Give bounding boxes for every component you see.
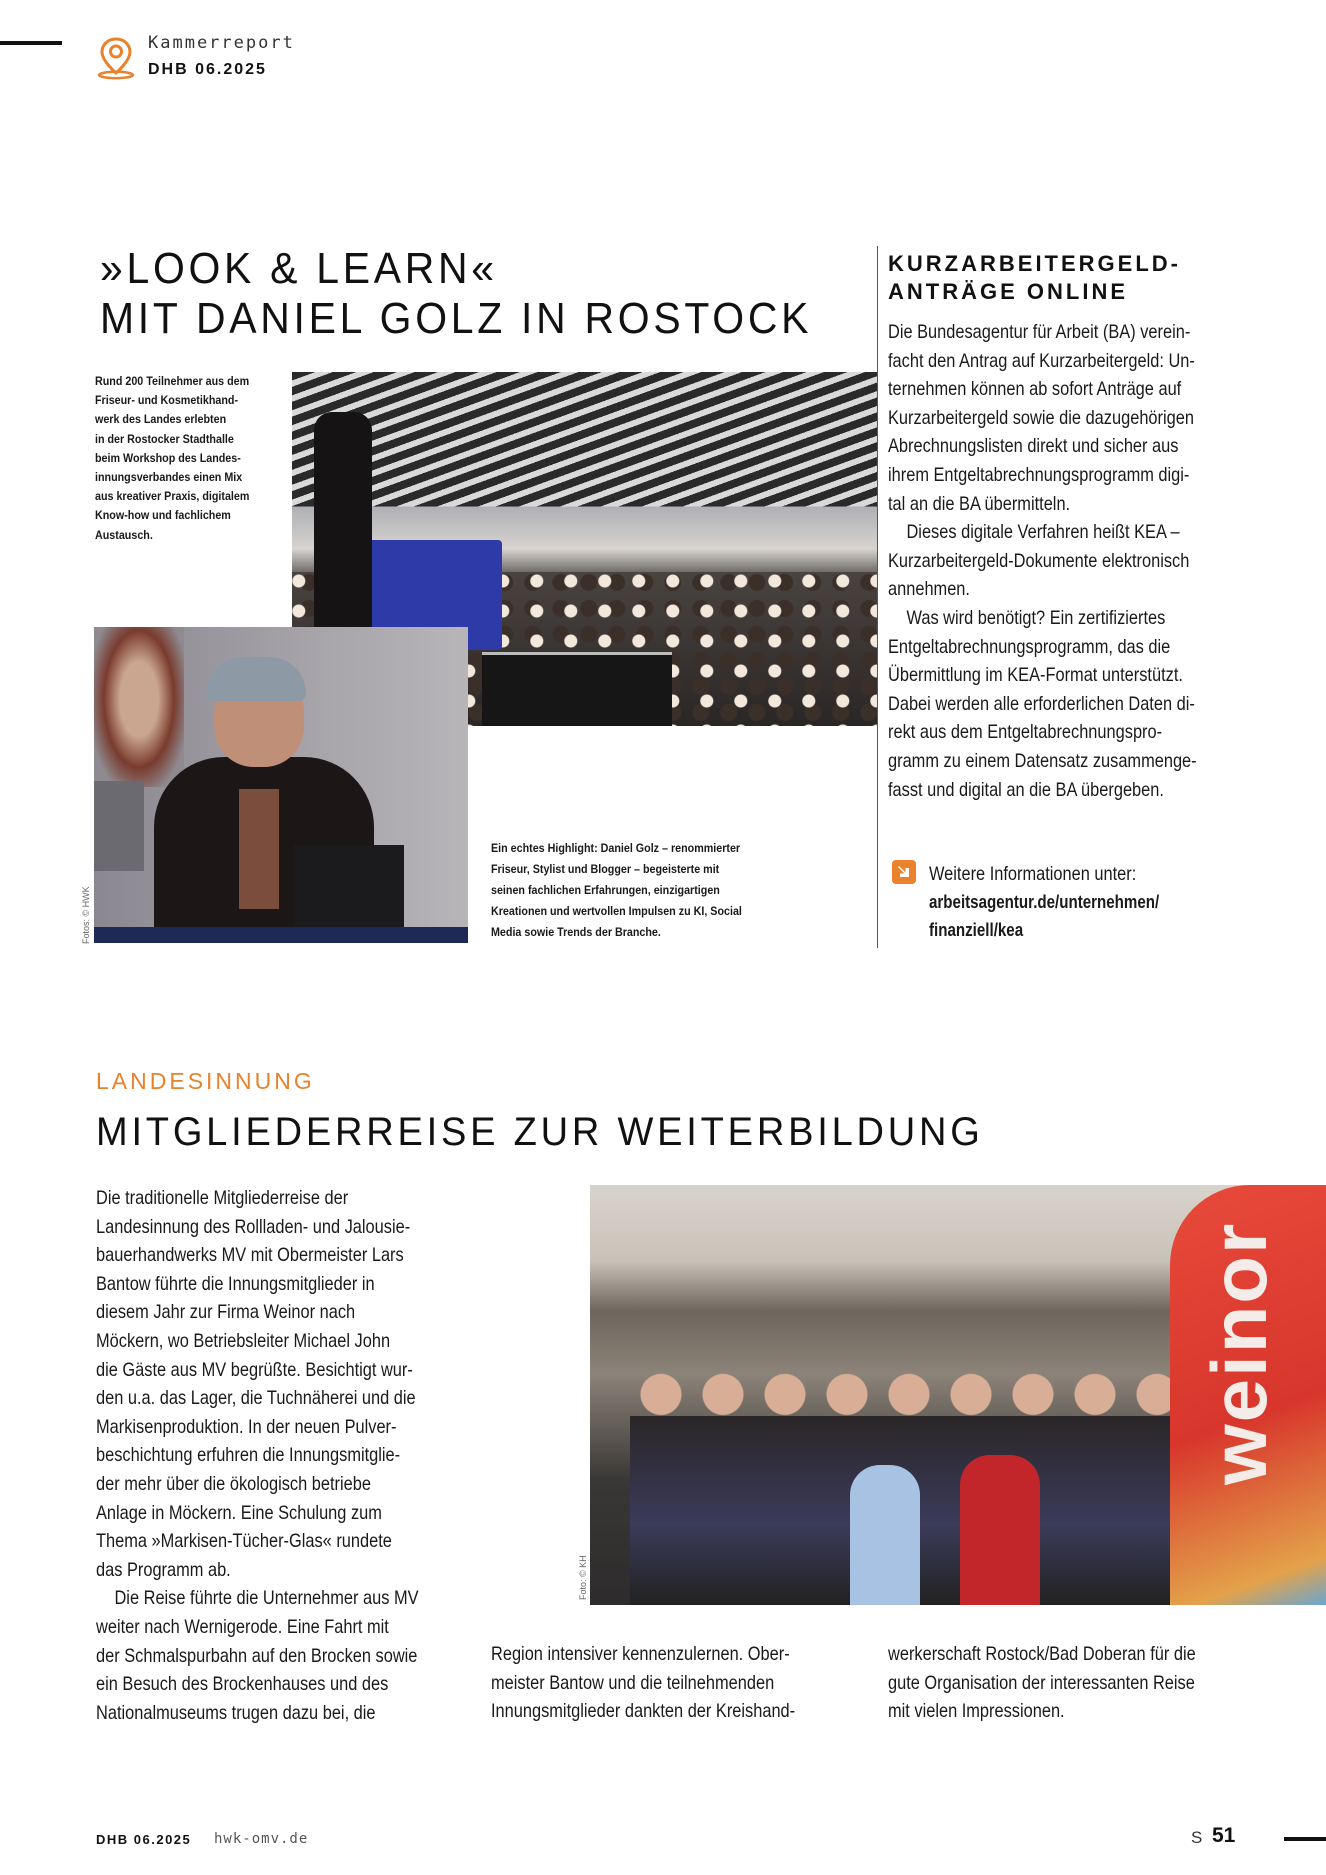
bottom-rule — [1284, 1837, 1326, 1841]
text-line: fasst und digital an die BA übergeben. — [888, 778, 1164, 801]
sidebar-paragraph-1 — [888, 318, 1207, 518]
text-line: Anlage in Möckern. Eine Schulung zum — [96, 1501, 382, 1524]
text-line: Markisenproduktion. In der neuen Pulver- — [96, 1415, 397, 1438]
footer-page-number: 51 — [1212, 1824, 1236, 1847]
sidebar-title — [888, 250, 1181, 306]
text-line: der mehr über die ökologisch betriebe — [96, 1472, 371, 1495]
photo-weinor-flag-text: weinor — [1195, 1221, 1283, 1485]
footer-issue: DHB 06.2025 — [96, 1832, 192, 1847]
sidebar-paragraph-2 — [888, 518, 1207, 604]
photo-credit-kh: Foto: © KH — [578, 1555, 588, 1600]
article1-title-line1: »LOOK & LEARN« — [100, 244, 498, 293]
text-line: diesem Jahr zur Firma Weinor nach — [96, 1301, 356, 1324]
more-info-link-cont[interactable]: finanziell/kea — [929, 920, 1024, 940]
article2-column-3 — [888, 1640, 1196, 1726]
more-info — [929, 860, 1159, 944]
article2-column-1 — [96, 1184, 419, 1727]
article2-column-2 — [491, 1640, 795, 1726]
text-line: Die Bundesagentur für Arbeit (BA) verein- — [888, 321, 1191, 343]
photo-person-red — [960, 1455, 1040, 1605]
text-line: mit vielen Impressionen. — [888, 1700, 1065, 1723]
article2-kicker: LANDESINNUNG — [96, 1068, 315, 1094]
text-line: werkerschaft Rostock/Bad Doberan für die — [888, 1643, 1196, 1665]
caption-line: Know-how und fachlichem — [95, 508, 231, 523]
article1-caption-left — [95, 372, 253, 545]
article1-title-line2: MIT DANIEL GOLZ IN ROSTOCK — [100, 294, 813, 343]
top-rule — [0, 41, 62, 45]
location-pin-icon — [96, 36, 136, 80]
text-line: Was wird benötigt? Ein zertifiziertes — [906, 606, 1166, 629]
caption-line: Ein echtes Highlight: Daniel Golz – renommierter — [491, 841, 741, 855]
text-line: der Schmalspurbahn auf den Brocken sowie — [96, 1644, 418, 1667]
article2-title: MITGLIEDERREISE ZUR WEITERBILDUNG — [96, 1110, 984, 1154]
photo-table — [94, 927, 468, 943]
article2-paragraph-2 — [96, 1584, 419, 1727]
text-line: facht den Antrag auf Kurzarbeitergeld: Un- — [888, 349, 1195, 372]
text-line: meister Bantow und die teilnehmenden — [491, 1671, 775, 1694]
caption-line: Friseur- und Kosmetikhand- — [95, 393, 239, 408]
text-line: rekt aus dem Entgeltabrechnungspro- — [888, 721, 1163, 744]
text-line: Bantow führte die Innungsmitglieder in — [96, 1272, 375, 1295]
text-line: Landesinnung des Rollladen- und Jalousie- — [96, 1215, 411, 1238]
caption-line: Kreationen und wertvollen Impulsen zu KI, Social — [491, 904, 742, 918]
article2-paragraph-1 — [96, 1184, 419, 1584]
text-line: die Gäste aus MV begrüßte. Besichtigt wur- — [96, 1358, 413, 1381]
caption-line: beim Workshop des Landes- — [95, 450, 241, 465]
article1-title — [100, 244, 812, 344]
photo-daniel-golz — [94, 627, 468, 943]
text-line: beschichtung erfuhren die Innungsmitglie- — [96, 1444, 401, 1467]
photo-tablet — [94, 781, 144, 871]
sidebar-paragraph-3 — [888, 604, 1207, 804]
caption-line: Austausch. — [95, 527, 153, 542]
text-line: Die Reise führte die Unternehmer aus MV — [114, 1587, 419, 1610]
header-section: Kammerreport — [148, 33, 295, 53]
caption-line: werk des Landes erlebten — [95, 412, 227, 427]
sidebar-body — [888, 318, 1207, 804]
text-line: ein Besuch des Brockenhauses und des — [96, 1673, 389, 1696]
article1-caption-mid — [491, 838, 773, 943]
text-line: Dabei werden alle erforderlichen Daten di- — [888, 692, 1195, 715]
photo-stage — [482, 652, 672, 726]
text-line: Region intensiver kennenzulernen. Ober- — [491, 1643, 790, 1665]
text-line: den u.a. das Lager, die Tuchnäherei und die — [96, 1387, 416, 1410]
text-line: Kurzarbeitergeld sowie die dazugehörigen — [888, 406, 1194, 429]
sidebar-title-line1: KURZARBEITERGELD- — [888, 251, 1181, 276]
photo-speaker-chest — [239, 789, 279, 909]
header-issue: DHB 06.2025 — [148, 61, 267, 78]
text-line: Möckern, wo Betriebsleiter Michael John — [96, 1329, 391, 1352]
text-line: tal an die BA übermitteln. — [888, 492, 1071, 515]
caption-line: aus kreativer Praxis, digitalem — [95, 489, 250, 504]
text-line: Dieses digitale Verfahren heißt KEA – — [906, 521, 1180, 544]
footer-page-prefix: S — [1191, 1828, 1203, 1847]
caption-line: in der Rostocker Stadthalle — [95, 431, 234, 446]
footer-url[interactable]: hwk-omv.de — [214, 1831, 309, 1847]
text-line: ihrem Entgeltabrechnungsprogramm digi- — [888, 463, 1190, 486]
text-line: Entgeltabrechnungsprogramm, das die — [888, 635, 1171, 658]
text-line: Thema »Markisen-Tücher-Glas« rundete — [96, 1530, 392, 1553]
caption-line: Media sowie Trends der Branche. — [491, 925, 661, 939]
photo-credit-hwk: Fotos: © HWK — [81, 886, 91, 944]
photo-speaker-hair — [206, 657, 306, 701]
photo-person-blue — [850, 1465, 920, 1605]
text-line: Abrechnungslisten direkt und sicher aus — [888, 435, 1179, 458]
text-line: das Programm ab. — [96, 1558, 231, 1581]
text-line: gute Organisation der interessanten Reise — [888, 1671, 1195, 1694]
caption-line: Friseur, Stylist und Blogger – begeisterte mit — [491, 862, 720, 876]
arrow-down-right-icon — [892, 860, 916, 884]
text-line: gramm zu einem Datensatz zusammenge- — [888, 749, 1197, 772]
text-line: Kurzarbeitergeld-Dokumente elektronisch — [888, 549, 1190, 572]
more-info-link[interactable]: arbeitsagentur.de/unternehmen/ — [929, 892, 1160, 912]
text-line: Die traditionelle Mitgliederreise der — [96, 1187, 349, 1209]
sidebar-title-line2: ANTRÄGE ONLINE — [888, 279, 1128, 304]
text-line: bauerhandwerks MV mit Obermeister Lars — [96, 1244, 404, 1267]
photo-screen-image — [94, 627, 184, 787]
photo-laptop — [294, 845, 404, 937]
text-line: Übermittlung im KEA-Format unterstützt. — [888, 664, 1183, 687]
caption-line: innungsverbandes einen Mix — [95, 470, 243, 485]
text-line: annehmen. — [888, 578, 970, 601]
text-line: weiter nach Wernigerode. Eine Fahrt mit — [96, 1615, 389, 1638]
more-info-label: Weitere Informationen unter: — [929, 863, 1137, 885]
text-line: ternehmen können ab sofort Anträge auf — [888, 378, 1182, 401]
photo-speaker-figure — [314, 412, 372, 648]
text-line: Innungsmitglieder dankten der Kreishand- — [491, 1700, 796, 1723]
photo-group-weinor — [590, 1185, 1326, 1605]
caption-line: seinen fachlichen Erfahrungen, einzigartigen — [491, 883, 720, 897]
caption-line: Rund 200 Teilnehmer aus dem — [95, 374, 250, 388]
text-line: Nationalmuseums trugen dazu bei, die — [96, 1701, 376, 1724]
sidebar-divider — [877, 246, 878, 948]
